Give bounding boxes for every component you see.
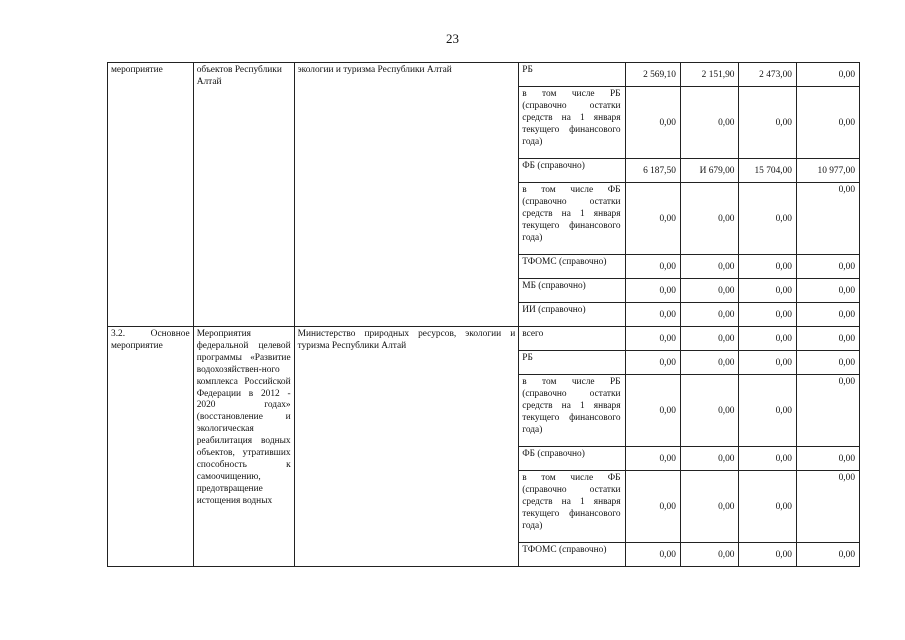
value-cell: 0,00 (739, 255, 797, 279)
executor-cell: Министерство природных ресурсов, экологии и туризма Республики Алтай (294, 327, 519, 567)
funding-source: ИИ (справочно) (519, 303, 625, 327)
value-cell: 0,00 (739, 543, 797, 567)
table-row (108, 327, 860, 351)
value-cell: 2 473,00 (739, 63, 797, 87)
funding-source: в том числе РБ (справочно остатки средств на 1 января текущего финансового года) (519, 87, 625, 159)
value-cell: 0,00 (796, 351, 859, 375)
value-cell: 0,00 (739, 303, 797, 327)
value-cell: 0,00 (796, 543, 859, 567)
value-cell: 0,00 (739, 351, 797, 375)
value-cell: 0,00 (680, 279, 739, 303)
event-type-cell: 3.2. Основное мероприятие (108, 327, 194, 567)
value-cell: 0,00 (680, 543, 739, 567)
funding-source: в том числе РБ (справочно остатки средств на 1 января текущего финансового года) (519, 375, 625, 447)
funding-source: РБ (519, 63, 625, 87)
value-cell: 0,00 (680, 255, 739, 279)
value-cell: 0,00 (796, 87, 859, 159)
value-cell: 0,00 (796, 255, 859, 279)
value-cell: 0,00 (625, 327, 680, 351)
page-number: 23 (446, 31, 459, 46)
value-cell: 0,00 (680, 351, 739, 375)
event-name-cell: объектов Республики Алтай (193, 63, 294, 327)
table-row (108, 63, 860, 87)
value-cell: 0,00 (796, 183, 859, 255)
value-cell: 0,00 (625, 255, 680, 279)
funding-source: всего (519, 327, 625, 351)
funding-source: ФБ (справочно) (519, 159, 625, 183)
value-cell: 0,00 (680, 471, 739, 543)
value-cell: 0,00 (625, 351, 680, 375)
funding-source: МБ (справочно) (519, 279, 625, 303)
value-cell: 0,00 (680, 87, 739, 159)
value-cell: 0,00 (796, 471, 859, 543)
value-cell: 6 187,50 (625, 159, 680, 183)
value-cell: 0,00 (625, 183, 680, 255)
value-cell: 0,00 (739, 279, 797, 303)
funding-source: ТФОМС (справочно) (519, 543, 625, 567)
funding-source: РБ (519, 351, 625, 375)
value-cell: 0,00 (625, 303, 680, 327)
funding-source: в том числе ФБ (справочно остатки средств на 1 января текущего финансового года) (519, 471, 625, 543)
value-cell: 0,00 (739, 471, 797, 543)
value-cell: 2 151,90 (680, 63, 739, 87)
value-cell: И 679,00 (680, 159, 739, 183)
value-cell: 0,00 (796, 447, 859, 471)
value-cell: 0,00 (625, 87, 680, 159)
event-name-cell: Мероприятия федеральной целевой программы «Развитие водохозяйствен-ного комплекса Российской Федерации в 2012 - 2020 годах» (восстановление и экологическая реабилитация водных объектов, утративших способность к самоочищению, предотвращение истощения водных (193, 327, 294, 567)
value-cell: 0,00 (739, 327, 797, 351)
value-cell: 0,00 (680, 447, 739, 471)
budget-table (107, 62, 860, 567)
value-cell: 0,00 (796, 303, 859, 327)
value-cell: 0,00 (739, 87, 797, 159)
executor-cell: экологии и туризма Республики Алтай (294, 63, 519, 327)
value-cell: 0,00 (796, 375, 859, 447)
funding-source: ФБ (справочно) (519, 447, 625, 471)
value-cell: 0,00 (625, 447, 680, 471)
value-cell: 0,00 (680, 327, 739, 351)
value-cell: 0,00 (625, 543, 680, 567)
value-cell: 0,00 (739, 375, 797, 447)
event-type-cell: мероприятие (108, 63, 194, 327)
value-cell: 0,00 (796, 279, 859, 303)
value-cell: 0,00 (625, 471, 680, 543)
value-cell: 0,00 (739, 183, 797, 255)
value-cell: 0,00 (625, 279, 680, 303)
value-cell: 0,00 (680, 303, 739, 327)
value-cell: 0,00 (680, 375, 739, 447)
value-cell: 0,00 (796, 63, 859, 87)
value-cell: 0,00 (796, 327, 859, 351)
value-cell: 2 569,10 (625, 63, 680, 87)
value-cell: 0,00 (625, 375, 680, 447)
funding-source: в том числе ФБ (справочно остатки средств на 1 января текущего финансового года) (519, 183, 625, 255)
value-cell: 0,00 (680, 183, 739, 255)
value-cell: 0,00 (739, 447, 797, 471)
value-cell: 15 704,00 (739, 159, 797, 183)
funding-source: ТФОМС (справочно) (519, 255, 625, 279)
value-cell: 10 977,00 (796, 159, 859, 183)
